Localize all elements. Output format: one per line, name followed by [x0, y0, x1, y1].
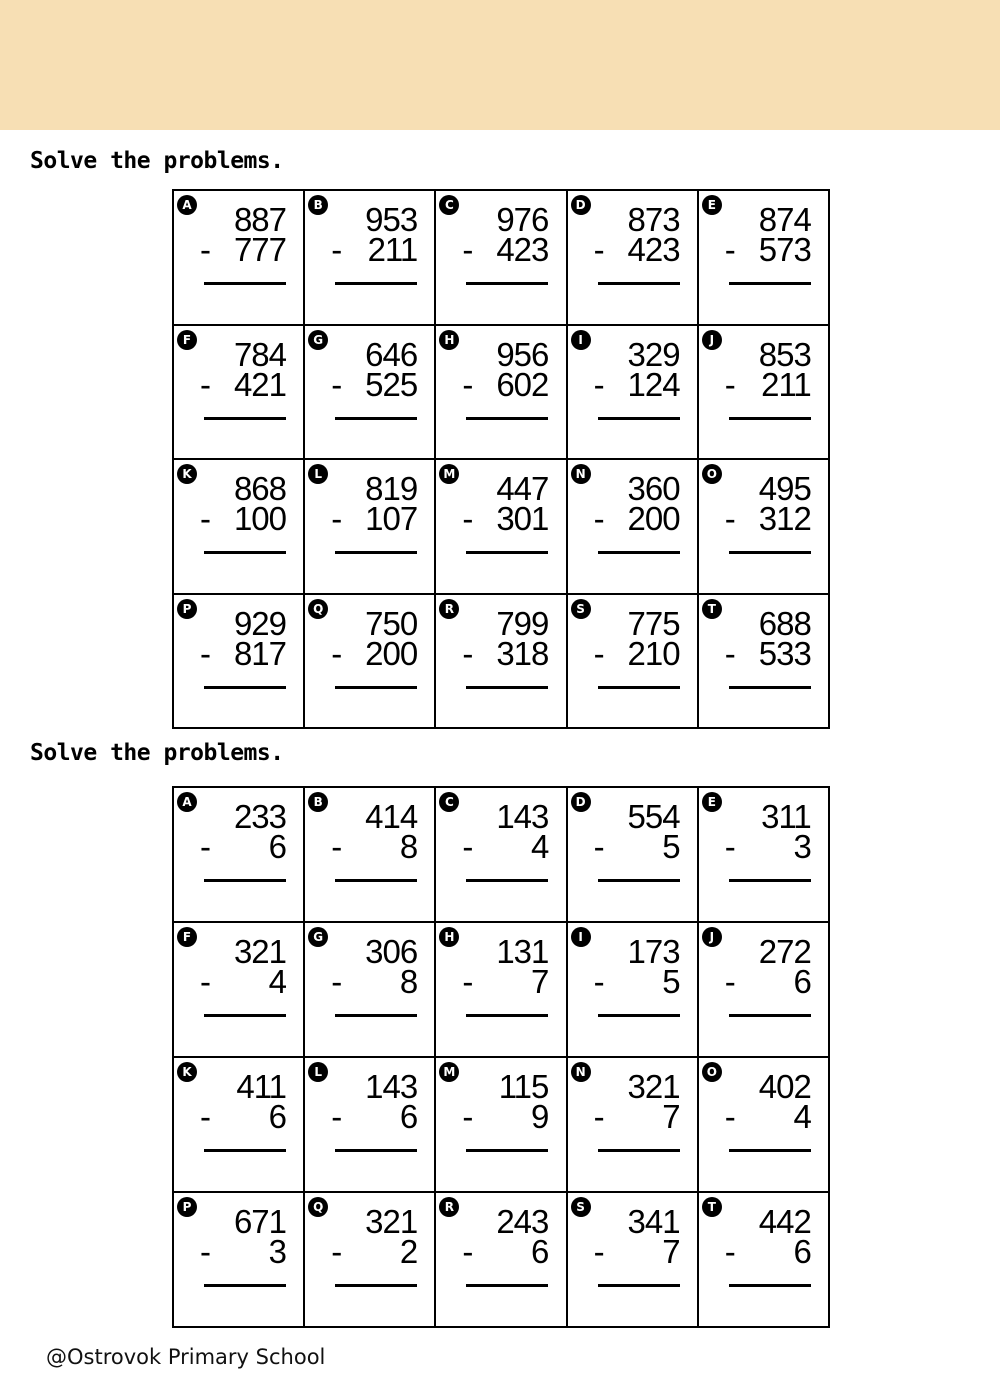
minus-sign: - [724, 500, 735, 537]
subtraction-problem [590, 201, 680, 268]
subtraction-problem [458, 604, 549, 672]
answer-line [598, 282, 680, 285]
subtrahend: 100 [233, 500, 286, 537]
problem-cell [568, 595, 699, 730]
subtraction-problem [458, 933, 549, 1000]
subtrahend: 107 [365, 500, 418, 537]
problem-cell [174, 923, 305, 1058]
minus-sign: - [724, 1098, 735, 1135]
problem-cell [436, 923, 567, 1058]
answer-line [204, 282, 286, 285]
answer-line [335, 1014, 417, 1017]
minus-sign: - [331, 634, 342, 672]
minuend: 874 [758, 201, 811, 238]
problem-cell [174, 460, 305, 595]
problem-cell [568, 191, 699, 326]
answer-line [598, 1014, 680, 1017]
minuend: 311 [761, 798, 811, 835]
problem-cell [436, 788, 567, 923]
minuend: 360 [627, 470, 680, 507]
subtrahend: 573 [758, 231, 811, 268]
subtrahend: 124 [627, 365, 680, 403]
problem-cell [174, 595, 305, 730]
subtraction-problem [196, 1068, 286, 1135]
minuend: 411 [236, 1068, 286, 1105]
problem-letter-badge: L [308, 464, 328, 484]
answer-line [204, 879, 286, 882]
problem-cell [568, 923, 699, 1058]
minuend: 143 [496, 798, 549, 835]
minus-sign: - [462, 963, 473, 1000]
minuend: 819 [365, 470, 418, 507]
minus-sign: - [724, 1233, 735, 1270]
section-1-instruction: Solve the problems. [30, 148, 284, 174]
subtrahend: 423 [496, 231, 549, 268]
minus-sign: - [593, 500, 604, 537]
problem-cell [305, 788, 436, 923]
minus-sign: - [462, 1233, 473, 1270]
problem-letter-badge: B [308, 195, 328, 215]
problem-letter-badge: A [177, 195, 197, 215]
subtraction-problem [327, 201, 418, 268]
subtrahend: 4 [531, 828, 549, 865]
minus-sign: - [200, 634, 210, 672]
minuend: 233 [233, 798, 286, 835]
answer-line [466, 686, 548, 689]
minuend: 671 [233, 1203, 286, 1240]
minuend: 976 [496, 201, 549, 238]
subtrahend: 2 [399, 1233, 418, 1270]
subtrahend: 7 [531, 963, 549, 1000]
problem-letter-badge: T [702, 599, 722, 619]
minus-sign: - [200, 365, 210, 403]
subtraction-problem [458, 798, 549, 865]
problem-letter-badge: L [308, 1062, 328, 1082]
problem-letter-badge: S [571, 599, 591, 619]
subtraction-problem [721, 470, 811, 537]
answer-line [729, 282, 811, 285]
problem-cell [568, 1058, 699, 1193]
problem-cell [699, 460, 830, 595]
subtraction-problem [458, 201, 549, 268]
subtrahend: 9 [531, 1098, 549, 1135]
subtraction-problem [327, 798, 418, 865]
subtraction-problem [458, 1203, 549, 1270]
subtrahend: 8 [399, 963, 418, 1000]
subtraction-problem [590, 604, 680, 672]
problem-letter-badge: D [571, 195, 591, 215]
subtraction-problem [327, 1203, 418, 1270]
problem-cell [436, 326, 567, 461]
answer-line [729, 551, 811, 554]
subtrahend: 4 [793, 1098, 811, 1135]
answer-line [335, 417, 417, 420]
subtraction-problem [458, 470, 549, 537]
section-2-instruction: Solve the problems. [30, 740, 284, 766]
subtraction-problem [327, 335, 418, 403]
subtrahend: 211 [761, 365, 811, 403]
subtrahend: 8 [399, 828, 418, 865]
problem-cell [699, 923, 830, 1058]
subtrahend: 777 [233, 231, 286, 268]
subtrahend: 200 [627, 500, 680, 537]
minus-sign: - [724, 634, 735, 672]
answer-line [598, 686, 680, 689]
problem-letter-badge: J [702, 927, 722, 947]
problem-cell [568, 1193, 699, 1328]
minus-sign: - [462, 634, 473, 672]
problem-letter-badge: B [308, 792, 328, 812]
subtrahend: 3 [268, 1233, 286, 1270]
minuend: 750 [365, 604, 418, 642]
problem-letter-badge: Q [308, 599, 328, 619]
problem-letter-badge: R [439, 599, 459, 619]
subtraction-problem [721, 335, 811, 403]
problem-cell [436, 460, 567, 595]
minuend: 402 [758, 1068, 811, 1105]
problem-cell [568, 460, 699, 595]
subtraction-problem [196, 470, 286, 537]
subtraction-problem [196, 335, 286, 403]
minus-sign: - [462, 1098, 473, 1135]
answer-line [466, 417, 548, 420]
minuend: 173 [627, 933, 680, 970]
minus-sign: - [331, 1098, 342, 1135]
subtraction-problem [721, 604, 811, 672]
subtraction-problem [721, 201, 811, 268]
problem-letter-badge: F [177, 927, 197, 947]
subtraction-problem [196, 201, 286, 268]
minus-sign: - [200, 1098, 210, 1135]
minus-sign: - [200, 963, 210, 1000]
minus-sign: - [462, 365, 473, 403]
answer-line [204, 551, 286, 554]
problem-cell [305, 923, 436, 1058]
minuend: 775 [627, 604, 680, 642]
problem-cell [174, 788, 305, 923]
problem-letter-badge: P [177, 1197, 197, 1217]
subtrahend: 200 [365, 634, 418, 672]
minuend: 447 [496, 470, 549, 507]
subtrahend: 525 [365, 365, 418, 403]
problem-letter-badge: C [439, 792, 459, 812]
minuend: 321 [365, 1203, 418, 1240]
problem-cell [174, 1058, 305, 1193]
minuend: 131 [496, 933, 549, 970]
subtraction-problem [590, 470, 680, 537]
problem-cell [699, 191, 830, 326]
minuend: 115 [498, 1068, 549, 1105]
subtraction-problem [327, 604, 418, 672]
problem-letter-badge: F [177, 330, 197, 350]
minus-sign: - [331, 1233, 342, 1270]
subtrahend: 7 [662, 1098, 680, 1135]
problem-letter-badge: G [308, 927, 328, 947]
problem-cell [699, 326, 830, 461]
minus-sign: - [331, 500, 342, 537]
problem-cell [305, 460, 436, 595]
answer-line [466, 879, 548, 882]
problem-letter-badge: E [702, 792, 722, 812]
minus-sign: - [724, 365, 735, 403]
problem-cell [568, 326, 699, 461]
problem-letter-badge: M [439, 464, 459, 484]
problem-cell [174, 1193, 305, 1328]
problem-letter-badge: M [439, 1062, 459, 1082]
minus-sign: - [462, 828, 473, 865]
answer-line [598, 1284, 680, 1287]
subtrahend: 817 [233, 634, 286, 672]
problem-cell [699, 1193, 830, 1328]
minuend: 887 [233, 201, 286, 238]
answer-line [335, 551, 417, 554]
minus-sign: - [593, 634, 604, 672]
problem-letter-badge: J [702, 330, 722, 350]
minus-sign: - [331, 963, 342, 1000]
problem-letter-badge: N [571, 464, 591, 484]
minus-sign: - [331, 231, 342, 268]
minus-sign: - [331, 828, 342, 865]
subtraction-problem [721, 933, 811, 1000]
subtrahend: 6 [399, 1098, 418, 1135]
minuend: 495 [758, 470, 811, 507]
problem-letter-badge: I [571, 330, 591, 350]
problem-letter-badge: P [177, 599, 197, 619]
problem-cell [436, 191, 567, 326]
minuend: 784 [233, 335, 286, 373]
subtraction-problem [327, 933, 418, 1000]
minuend: 868 [233, 470, 286, 507]
problem-cell [305, 326, 436, 461]
subtrahend: 5 [662, 963, 680, 1000]
problem-letter-badge: A [177, 792, 197, 812]
subtrahend: 211 [367, 231, 418, 268]
problem-letter-badge: O [702, 464, 722, 484]
minuend: 873 [627, 201, 680, 238]
subtraction-problem [590, 933, 680, 1000]
subtraction-problem [590, 1203, 680, 1270]
answer-line [729, 1149, 811, 1152]
problem-letter-badge: D [571, 792, 591, 812]
subtrahend: 5 [662, 828, 680, 865]
minuend: 442 [758, 1203, 811, 1240]
problem-letter-badge: N [571, 1062, 591, 1082]
minus-sign: - [200, 231, 210, 268]
subtraction-problem [196, 933, 286, 1000]
answer-line [598, 417, 680, 420]
problem-letter-badge: Q [308, 1197, 328, 1217]
answer-line [729, 879, 811, 882]
problem-letter-badge: I [571, 927, 591, 947]
subtraction-problem [196, 798, 286, 865]
problem-cell [436, 1193, 567, 1328]
subtraction-problem [590, 1068, 680, 1135]
answer-line [204, 1284, 286, 1287]
subtraction-problem [327, 470, 418, 537]
minuend: 953 [365, 201, 418, 238]
minuend: 414 [365, 798, 418, 835]
subtraction-problem [458, 335, 549, 403]
problem-cell [174, 191, 305, 326]
minus-sign: - [331, 365, 342, 403]
problem-cell [305, 191, 436, 326]
subtrahend: 4 [268, 963, 286, 1000]
subtraction-problem [590, 798, 680, 865]
minuend: 853 [758, 335, 811, 373]
answer-line [204, 686, 286, 689]
problem-cell [305, 595, 436, 730]
subtraction-problem [458, 1068, 549, 1135]
problem-letter-badge: H [439, 927, 459, 947]
problem-letter-badge: C [439, 195, 459, 215]
subtrahend: 7 [662, 1233, 680, 1270]
problem-letter-badge: K [177, 1062, 197, 1082]
minuend: 321 [627, 1068, 680, 1105]
subtrahend: 6 [268, 828, 286, 865]
minuend: 646 [365, 335, 418, 373]
answer-line [335, 686, 417, 689]
minus-sign: - [724, 963, 735, 1000]
answer-line [729, 417, 811, 420]
minus-sign: - [200, 500, 210, 537]
subtrahend: 312 [758, 500, 811, 537]
subtrahend: 602 [496, 365, 549, 403]
minus-sign: - [724, 828, 735, 865]
subtrahend: 533 [758, 634, 811, 672]
answer-line [204, 1149, 286, 1152]
minus-sign: - [593, 365, 604, 403]
answer-line [335, 282, 417, 285]
subtrahend: 423 [627, 231, 680, 268]
answer-line [598, 879, 680, 882]
problem-grid-1 [172, 189, 830, 729]
answer-line [204, 1014, 286, 1017]
minus-sign: - [200, 1233, 210, 1270]
problem-grid-2 [172, 786, 830, 1328]
problem-cell [699, 788, 830, 923]
minuend: 329 [627, 335, 680, 373]
minus-sign: - [593, 1098, 604, 1135]
minuend: 799 [496, 604, 549, 642]
subtraction-problem [721, 798, 811, 865]
subtrahend: 6 [268, 1098, 286, 1135]
problem-cell [436, 595, 567, 730]
answer-line [335, 1284, 417, 1287]
problem-letter-badge: T [702, 1197, 722, 1217]
answer-line [335, 1149, 417, 1152]
minus-sign: - [593, 963, 604, 1000]
problem-cell [305, 1193, 436, 1328]
subtrahend: 6 [793, 963, 811, 1000]
problem-letter-badge: R [439, 1197, 459, 1217]
problem-cell [699, 1058, 830, 1193]
minus-sign: - [462, 231, 473, 268]
answer-line [466, 1284, 548, 1287]
problem-cell [568, 788, 699, 923]
problem-letter-badge: H [439, 330, 459, 350]
minuend: 341 [627, 1203, 680, 1240]
minus-sign: - [200, 828, 210, 865]
answer-line [204, 417, 286, 420]
answer-line [335, 879, 417, 882]
subtrahend: 3 [793, 828, 811, 865]
problem-cell [305, 1058, 436, 1193]
problem-letter-badge: S [571, 1197, 591, 1217]
subtraction-problem [327, 1068, 418, 1135]
problem-cell [436, 1058, 567, 1193]
problem-letter-badge: K [177, 464, 197, 484]
minus-sign: - [593, 231, 604, 268]
minuend: 929 [233, 604, 286, 642]
answer-line [466, 1149, 548, 1152]
subtraction-problem [590, 335, 680, 403]
answer-line [466, 282, 548, 285]
answer-line [598, 1149, 680, 1152]
problem-letter-badge: O [702, 1062, 722, 1082]
minus-sign: - [593, 828, 604, 865]
minuend: 143 [365, 1068, 418, 1105]
answer-line [466, 551, 548, 554]
answer-line [729, 1284, 811, 1287]
problem-cell [174, 326, 305, 461]
answer-line [729, 686, 811, 689]
footer-credit: @Ostrovok Primary School [46, 1345, 326, 1369]
header-banner [0, 0, 1000, 130]
minus-sign: - [593, 1233, 604, 1270]
subtraction-problem [196, 604, 286, 672]
subtrahend: 210 [627, 634, 680, 672]
subtraction-problem [721, 1203, 811, 1270]
subtraction-problem [721, 1068, 811, 1135]
minuend: 688 [758, 604, 811, 642]
subtrahend: 318 [496, 634, 549, 672]
answer-line [466, 1014, 548, 1017]
answer-line [729, 1014, 811, 1017]
subtrahend: 6 [531, 1233, 549, 1270]
minus-sign: - [724, 231, 735, 268]
answer-line [598, 551, 680, 554]
minuend: 272 [758, 933, 811, 970]
problem-cell [699, 595, 830, 730]
problem-letter-badge: G [308, 330, 328, 350]
minuend: 554 [627, 798, 680, 835]
subtraction-problem [196, 1203, 286, 1270]
subtrahend: 301 [496, 500, 549, 537]
minuend: 243 [496, 1203, 549, 1240]
minus-sign: - [462, 500, 473, 537]
minuend: 321 [233, 933, 286, 970]
minuend: 956 [496, 335, 549, 373]
minuend: 306 [365, 933, 418, 970]
problem-letter-badge: E [702, 195, 722, 215]
subtrahend: 6 [793, 1233, 811, 1270]
subtrahend: 421 [233, 365, 286, 403]
